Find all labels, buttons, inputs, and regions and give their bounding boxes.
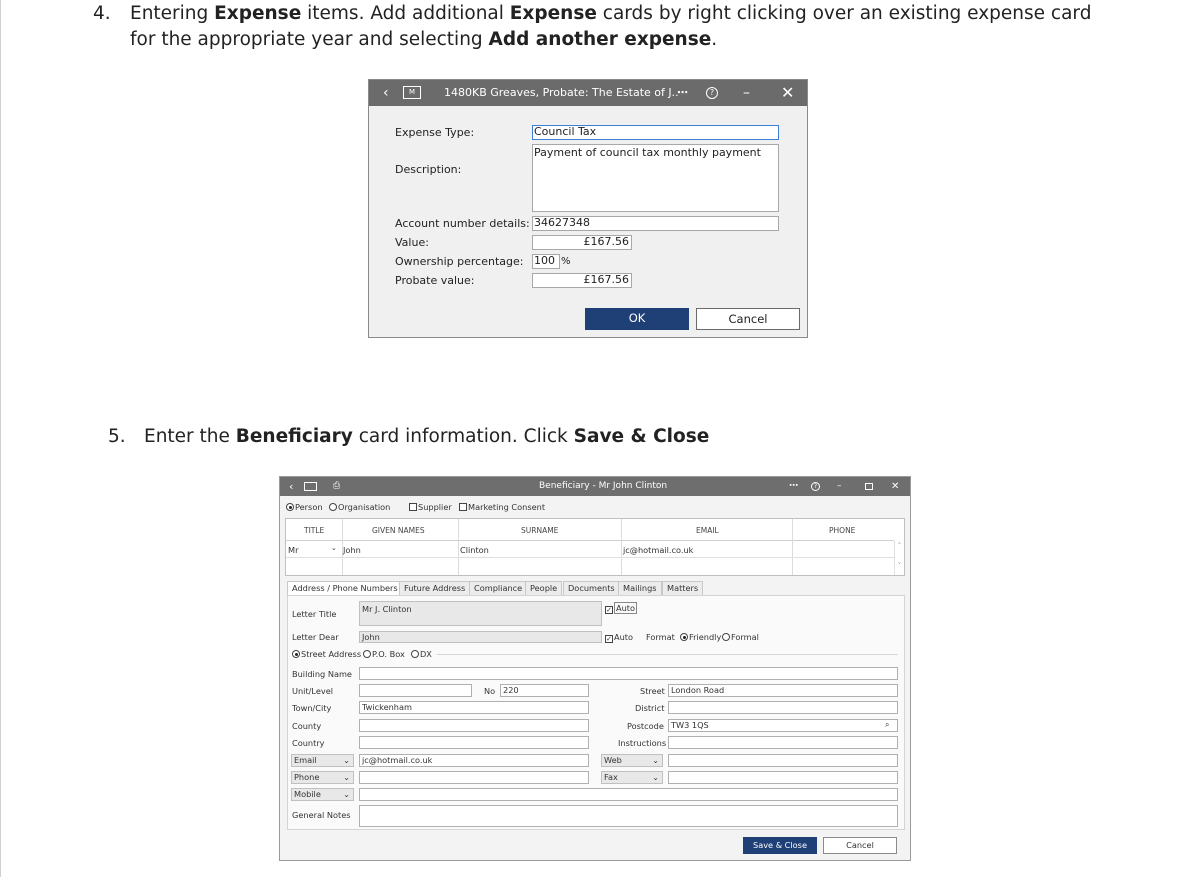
account-number-label: Account number details: (395, 217, 530, 230)
name-grid (285, 518, 905, 576)
chevron-down-icon: ⌄ (652, 755, 659, 765)
step-4-instruction (0, 0, 1190, 60)
help-icon[interactable]: ? (706, 87, 718, 99)
save-close-button[interactable]: Save & Close (743, 837, 817, 854)
ok-button[interactable]: OK (585, 308, 689, 330)
divider (437, 654, 898, 655)
radio-formal[interactable]: Formal (722, 632, 759, 642)
probate-value-field[interactable]: £167.56 (532, 273, 632, 288)
description-label: Description: (395, 163, 462, 176)
given-names-cell[interactable]: John (343, 545, 361, 555)
radio-icon (329, 503, 337, 511)
title-cell[interactable]: Mr (288, 545, 299, 555)
contact-type-phone-select[interactable]: Phone ⌄ (291, 771, 354, 784)
general-notes-label: General Notes (292, 810, 351, 820)
chevron-down-icon: ⌄ (343, 789, 350, 799)
marketing-consent-checkbox[interactable]: Marketing Consent (459, 502, 545, 512)
ownership-label: Ownership percentage: (395, 255, 524, 268)
table-row[interactable] (286, 541, 894, 558)
minimize-icon[interactable]: – (743, 85, 750, 101)
country-label: Country (292, 738, 325, 748)
unit-level-label: Unit/Level (292, 686, 334, 696)
surname-cell[interactable]: Clinton (460, 545, 489, 555)
town-city-field[interactable]: Twickenham (359, 701, 589, 714)
radio-dx[interactable]: DX (411, 649, 432, 659)
probate-value-label: Probate value: (395, 274, 475, 287)
chevron-down-icon[interactable]: ⌄ (331, 544, 337, 552)
value-label: Value: (395, 236, 429, 249)
description-field[interactable]: Payment of council tax monthly payment (532, 144, 779, 212)
general-notes-field[interactable] (359, 805, 898, 827)
percent-sign: % (561, 256, 571, 267)
tab-people[interactable]: People (525, 581, 562, 595)
ownership-field[interactable]: 100 (532, 254, 560, 269)
chevron-down-icon: ⌄ (652, 772, 659, 782)
grid-scrollbar[interactable]: ˄ ˅ (894, 541, 904, 575)
search-icon[interactable]: ⌕ (885, 720, 890, 729)
column-given-names: GIVEN NAMES (372, 526, 425, 535)
tab-documents[interactable]: Documents (563, 581, 620, 595)
cancel-button[interactable]: Cancel (823, 837, 897, 854)
chevron-down-icon: ⌄ (343, 772, 350, 782)
checkbox-icon: ✓ (606, 635, 612, 643)
column-title: TITLE (304, 526, 325, 535)
more-icon[interactable]: ⋯ (789, 481, 798, 491)
letter-dear-field[interactable]: John (359, 631, 602, 643)
back-icon[interactable]: ‹ (383, 85, 389, 101)
value-field[interactable]: £167.56 (532, 235, 632, 250)
country-field[interactable] (359, 736, 589, 749)
radio-friendly[interactable]: Friendly (680, 632, 721, 642)
step-number: 5. (108, 426, 126, 447)
building-name-field[interactable] (359, 667, 898, 680)
street-label: Street (640, 686, 665, 696)
district-field[interactable] (668, 701, 898, 714)
email-field[interactable]: jc@hotmail.co.uk (359, 754, 589, 767)
beneficiary-dialog (279, 476, 911, 861)
expense-dialog-title: 1480KB Greaves, Probate: The Estate of J.. (444, 86, 679, 99)
column-phone: PHONE (829, 526, 856, 535)
street-field[interactable]: London Road (668, 684, 898, 697)
grid-header (286, 519, 894, 541)
close-icon[interactable]: ✕ (781, 83, 795, 102)
postcode-field[interactable]: TW3 1QS (668, 719, 898, 732)
no-field[interactable]: 220 (500, 684, 589, 697)
checkbox-icon (459, 503, 467, 511)
radio-po-box[interactable]: P.O. Box (363, 649, 405, 659)
tab-compliance[interactable]: Compliance (469, 581, 527, 595)
column-email: EMAIL (696, 526, 719, 535)
letter-title-auto-checkbox[interactable]: ✓ Auto (606, 603, 636, 614)
email-cell[interactable]: jc@hotmail.co.uk (623, 545, 694, 555)
folder-icon[interactable] (304, 482, 317, 491)
maximize-icon[interactable] (865, 483, 873, 490)
county-field[interactable] (359, 719, 589, 732)
no-label: No (484, 686, 496, 696)
instructions-label: Instructions (618, 738, 667, 748)
fax-field[interactable] (668, 771, 898, 784)
back-icon[interactable]: ‹ (289, 480, 294, 493)
checkbox-icon (409, 503, 417, 511)
supplier-checkbox[interactable]: Supplier (409, 502, 452, 512)
county-label: County (292, 721, 322, 731)
radio-icon (680, 633, 688, 641)
unit-level-field[interactable] (359, 684, 472, 697)
step-5-line: Enter the Beneficiary card information. Click Save & Close (144, 426, 710, 447)
tab-mailings[interactable]: Mailings (618, 581, 662, 595)
step-5-instruction (0, 424, 1190, 452)
cancel-button[interactable]: Cancel (696, 308, 800, 330)
minimize-icon[interactable]: – (837, 481, 842, 491)
radio-organisation[interactable]: Organisation (329, 502, 390, 512)
phone-field[interactable] (359, 771, 589, 784)
town-city-label: Town/City (292, 703, 332, 713)
folder-icon[interactable]: M (403, 86, 421, 99)
chevron-down-icon: ⌄ (343, 755, 350, 765)
contact-type-fax-select[interactable]: Fax ⌄ (601, 771, 663, 784)
instructions-field[interactable] (668, 736, 898, 749)
building-name-label: Building Name (292, 669, 352, 679)
radio-icon (411, 650, 419, 658)
expense-dialog (368, 79, 808, 338)
print-icon[interactable]: ⎙ (333, 481, 341, 491)
contact-type-mobile-select[interactable]: Mobile ⌄ (291, 788, 354, 801)
checkbox-icon: ✓ (606, 606, 612, 614)
letter-title-field[interactable]: Mr J. Clinton (359, 601, 602, 626)
step-4-line-2: for the appropriate year and selecting Add another expense. (130, 29, 718, 50)
tab-future-address[interactable]: Future Address (399, 581, 470, 595)
format-label: Format (646, 632, 675, 642)
radio-icon (363, 650, 371, 658)
radio-icon (722, 633, 730, 641)
letter-title-label: Letter Title (292, 609, 337, 619)
postcode-label: Postcode (627, 721, 664, 731)
radio-person[interactable]: Person (286, 502, 323, 512)
help-icon[interactable]: ? (811, 482, 820, 491)
step-4-line-1: Entering Expense items. Add additional Expense cards by right clicking over an existing expense card (130, 3, 1092, 24)
beneficiary-dialog-title: Beneficiary - Mr John Clinton (539, 481, 668, 491)
web-field[interactable] (668, 754, 898, 767)
expense-dialog-titlebar (369, 80, 807, 106)
letter-dear-label: Letter Dear (292, 632, 339, 642)
expense-type-field[interactable]: Council Tax (532, 125, 779, 140)
close-icon[interactable]: ✕ (891, 481, 900, 492)
mobile-field[interactable] (359, 788, 898, 801)
letter-dear-auto-checkbox[interactable]: ✓ Auto (606, 632, 634, 643)
radio-icon (286, 503, 294, 511)
contact-type-email-select[interactable]: Email ⌄ (291, 754, 354, 767)
more-icon[interactable]: ⋯ (677, 86, 688, 99)
radio-street-address[interactable]: Street Address (292, 649, 361, 659)
tab-matters[interactable]: Matters (662, 581, 703, 595)
tab-address-phone[interactable]: Address / Phone Numbers (287, 581, 403, 595)
district-label: District (635, 703, 665, 713)
radio-icon (292, 650, 300, 658)
expense-type-label: Expense Type: (395, 126, 475, 139)
step-number: 4. (93, 3, 111, 24)
contact-type-web-select[interactable]: Web ⌄ (601, 754, 663, 767)
beneficiary-dialog-titlebar (280, 477, 910, 496)
column-surname: SURNAME (521, 526, 559, 535)
account-number-field[interactable]: 34627348 (532, 216, 779, 231)
